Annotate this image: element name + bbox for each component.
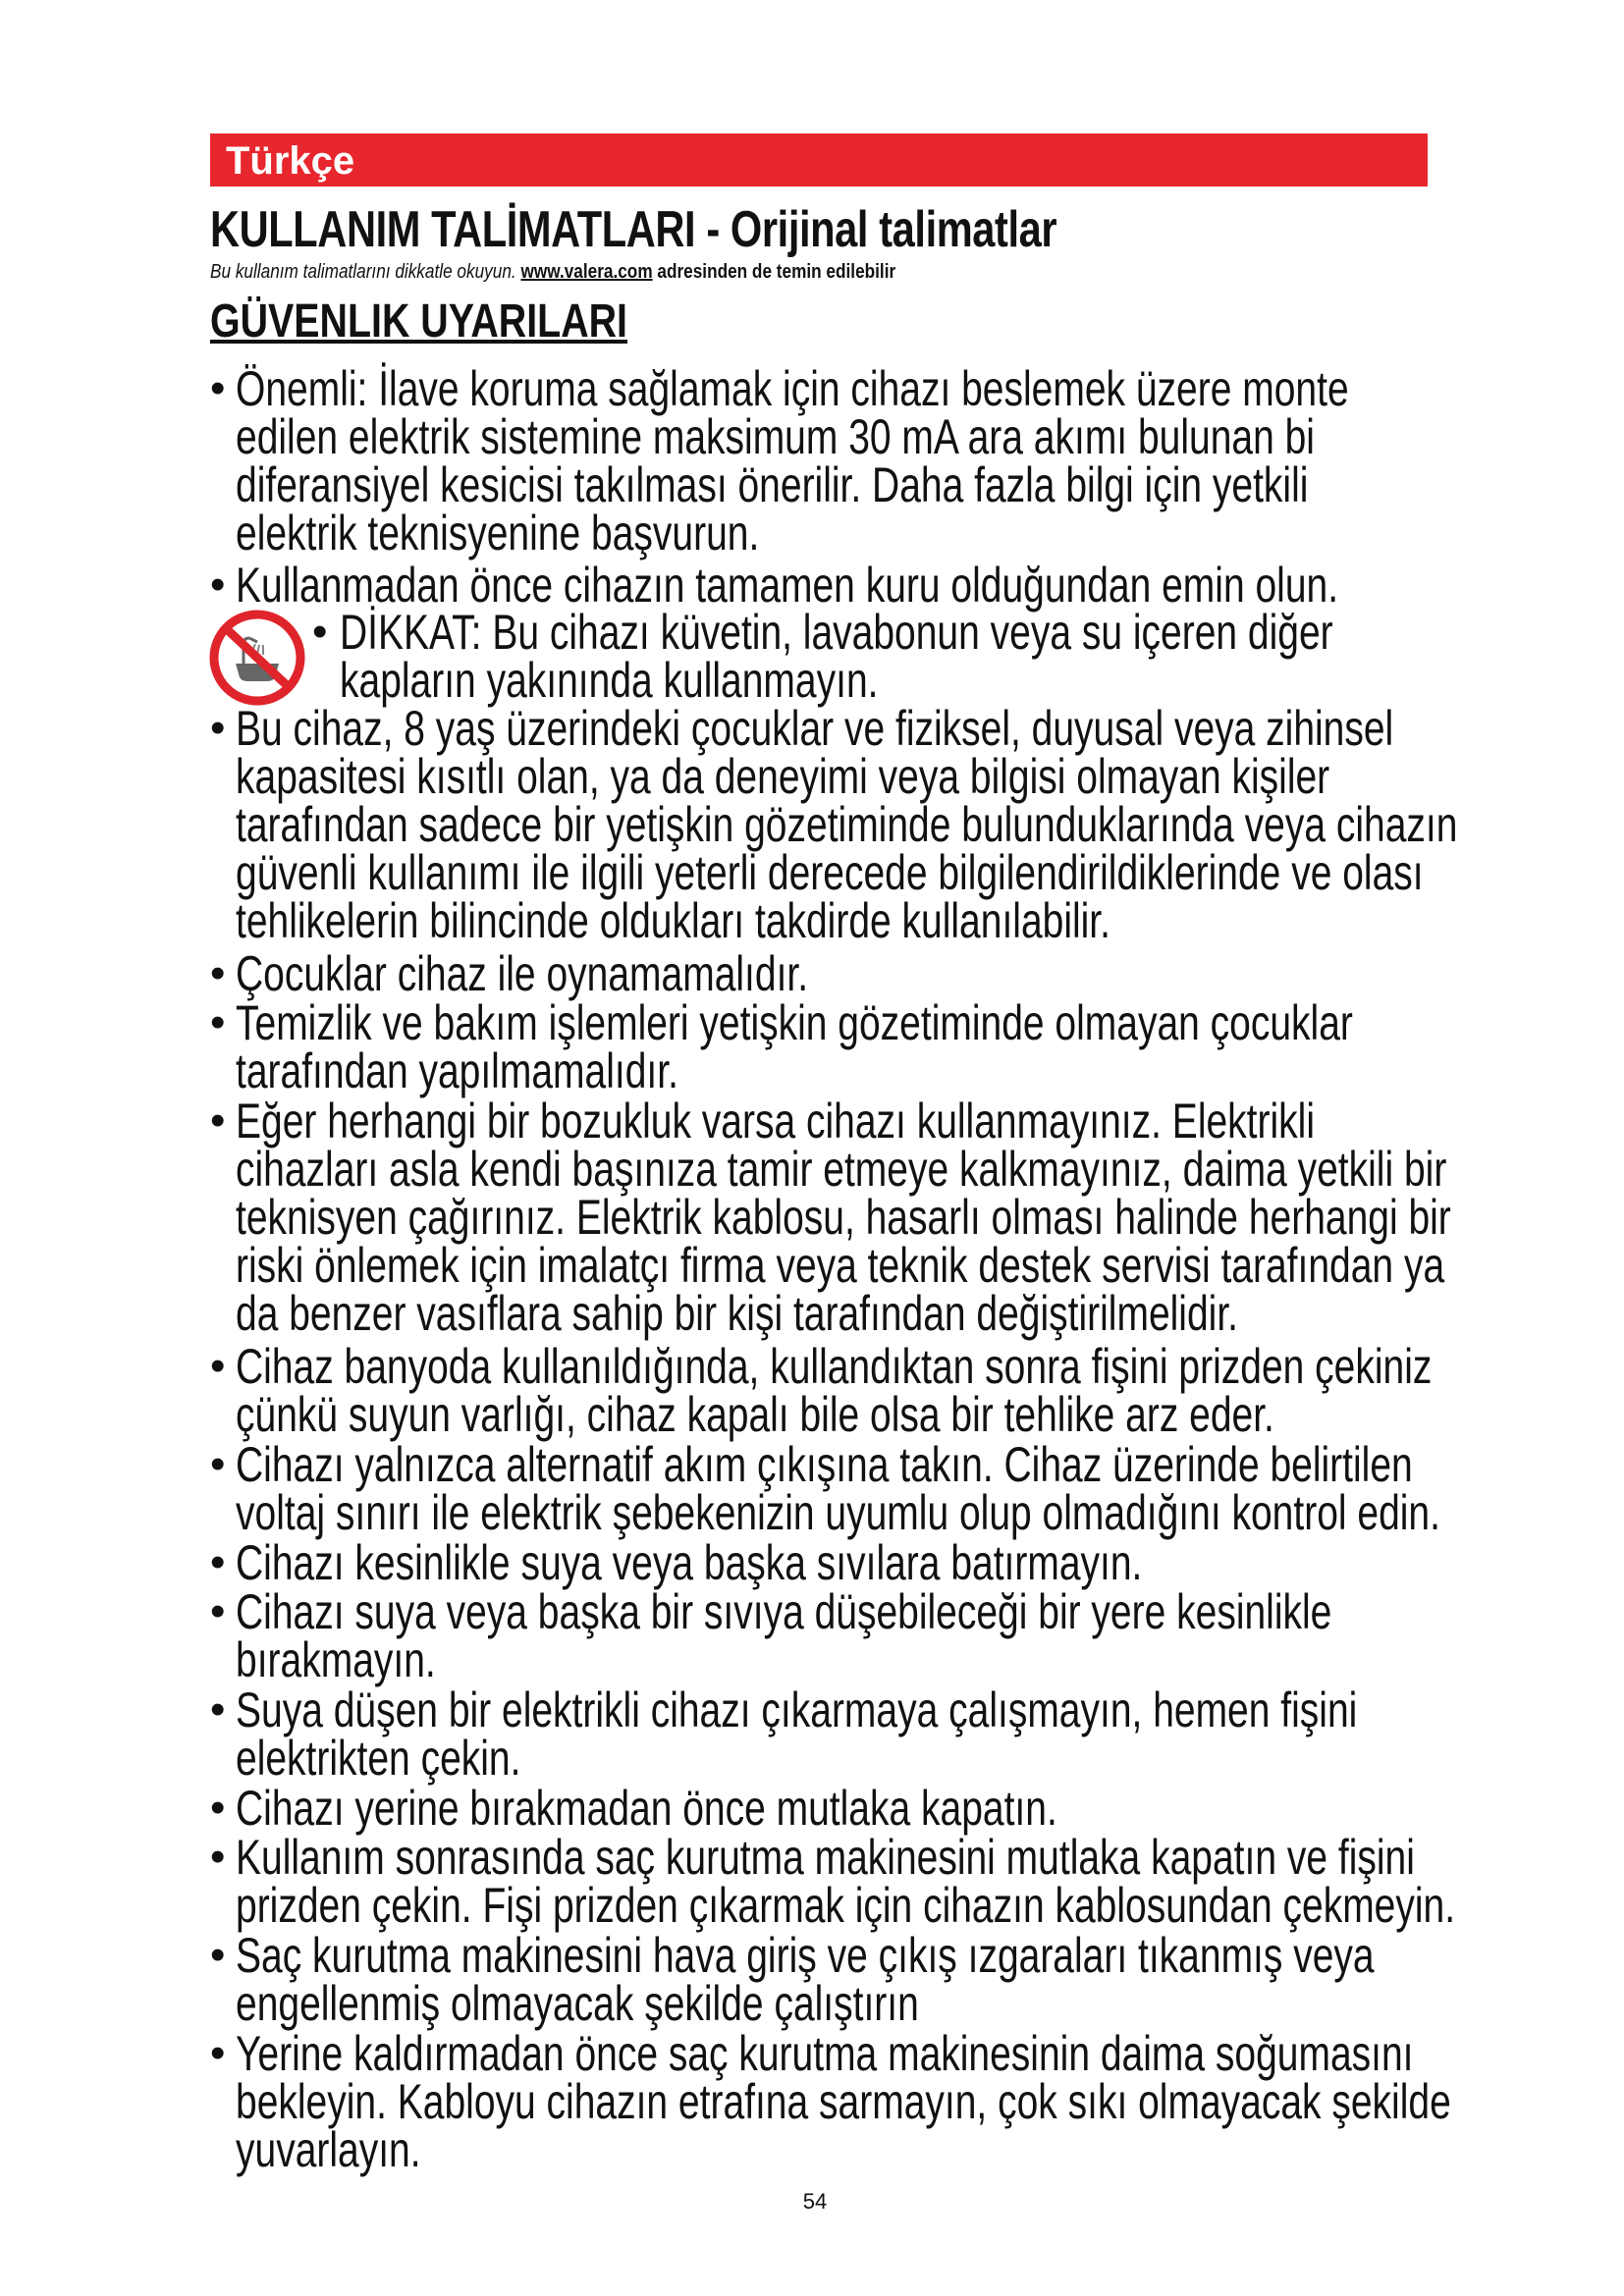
warning-text-line: edilen elektrik sistemine maksimum 30 mA ara akımı bulunan bi [236, 409, 1315, 464]
bullet-marker: • [210, 1833, 226, 1881]
bullet-marker: • [210, 1342, 226, 1390]
warning-text-line: Bu cihaz, 8 yaş üzerindeki çocuklar ve fiziksel, duyusal veya zihinsel [236, 701, 1394, 756]
bullet-marker: • [210, 1685, 226, 1734]
bullet-marker: • [210, 704, 226, 752]
subtitle-instruction: Bu kullanım talimatlarını dikkatle okuyun. [210, 261, 516, 283]
page-number: 54 [802, 2189, 828, 2214]
bullet-marker: • [210, 949, 226, 997]
bullet-marker: • [210, 1096, 226, 1145]
website-link[interactable]: www.valera.com [520, 261, 653, 283]
warning-text-line: Cihazı suya veya başka bir sıvıya düşebileceği bir yere kesinlikle [236, 1584, 1332, 1639]
warning-text-line: Temizlik ve bakım işlemleri yetişkin gözetiminde olmayan çocuklar [236, 995, 1353, 1050]
document-title: KULLANIM TALİMATLARI - Orijinal talimatlar [210, 201, 1057, 258]
bullet-marker: • [312, 608, 328, 656]
warning-text-line: Kullanım sonrasında saç kurutma makinesini mutlaka kapatın ve fişini [236, 1830, 1415, 1885]
warning-text-line: tehlikelerin bilincinde oldukları takdirde kullanılabilir. [236, 893, 1110, 948]
warning-text-line: cihazları asla kendi başınıza tamir etmeye kalkmayınız, daima yetkili bir [236, 1142, 1447, 1197]
warning-text-line: kapasitesi kısıtlı olan, ya da deneyimi veya bilgisi olmayan kişiler [236, 749, 1330, 804]
warning-text-line: DİKKAT: Bu cihazı küvetin, lavabonun veya su içeren diğer [340, 605, 1333, 660]
warning-text-line: Çocuklar cihaz ile oynamamalıdır. [236, 946, 809, 1001]
warning-text-line: Önemli: İlave koruma sağlamak için cihazı beslemek üzere monte [236, 361, 1349, 416]
bullet-marker: • [210, 1931, 226, 1979]
bullet-marker: • [210, 364, 226, 412]
warning-text-line: engellenmiş olmayacak şekilde çalıştırın [236, 1976, 919, 2031]
warning-text-line: Eğer herhangi bir bozukluk varsa cihazı kullanmayınız. Elektrikli [236, 1094, 1315, 1148]
bullet-marker: • [210, 998, 226, 1046]
warning-text-line: Cihaz banyoda kullanıldığında, kullandıktan sonra fişini prizden çekiniz [236, 1339, 1433, 1394]
warning-text-line: elektrikten çekin. [236, 1731, 521, 1786]
warning-text-line: Kullanmadan önce cihazın tamamen kuru olduğundan emin olun. [236, 558, 1339, 613]
warning-text-line: güvenli kullanımı ile ilgili yeterli derecede bilgilendirildiklerinde ve olası [236, 845, 1424, 900]
bullet-marker: • [210, 1440, 226, 1488]
warning-text-line: diferansiyel kesicisi takılması önerilir. Daha fazla bilgi için yetkili [236, 457, 1309, 512]
bullet-marker: • [210, 1784, 226, 1832]
warning-text-line: Cihazı yerine bırakmadan önce mutlaka kapatın. [236, 1781, 1057, 1836]
warning-text-line: prizden çekin. Fişi prizden çıkarmak için cihazın kablosundan çekmeyin. [236, 1878, 1456, 1933]
language-label: Türkçe [226, 139, 355, 183]
bullet-marker: • [210, 1587, 226, 1635]
warning-text-line: Cihazı yalnızca alternatif akım çıkışına takın. Cihaz üzerinde belirtilen [236, 1437, 1413, 1492]
warning-text-line: tarafından yapılmamalıdır. [236, 1043, 678, 1098]
bullet-marker: • [210, 2029, 226, 2077]
warning-text-line: riski önlemek için imalatçı firma veya teknik destek servisi tarafından ya [236, 1238, 1445, 1293]
warning-text-line: elektrik teknisyenine başvurun. [236, 506, 760, 561]
warning-text-line: Saç kurutma makinesini hava giriş ve çıkış ızgaraları tıkanmış veya [236, 1928, 1375, 1983]
section-title: GÜVENLIK UYARILARI [210, 295, 627, 347]
warning-text-line: voltaj sınırı ile elektrik şebekenizin uyumlu olup olmadığını kontrol edin. [236, 1485, 1440, 1540]
warning-text-line: bırakmayın. [236, 1632, 436, 1687]
warning-text-line: kapların yakınında kullanmayın. [340, 653, 879, 708]
warning-text-line: tarafından sadece bir yetişkin gözetiminde bulunduklarında veya cihazın [236, 797, 1458, 852]
warning-text-line: yuvarlayın. [236, 2122, 421, 2177]
warning-text-line: Cihazı kesinlikle suya veya başka sıvılara batırmayın. [236, 1535, 1143, 1590]
warning-text-line: Suya düşen bir elektrikli cihazı çıkarmaya çalışmayın, hemen fişini [236, 1682, 1358, 1737]
warning-text-line: çünkü suyun varlığı, cihaz kapalı bile olsa bir tehlike arz eder. [236, 1387, 1274, 1442]
bullet-marker: • [210, 561, 226, 609]
bullet-marker: • [210, 1538, 226, 1586]
warning-text-line: teknisyen çağırınız. Elektrik kablosu, hasarlı olması halinde herhangi bir [236, 1190, 1451, 1245]
warning-text-line: da benzer vasıflara sahip bir kişi tarafından değiştirilmelidir. [236, 1286, 1238, 1341]
subtitle-availability: adresinden de temin edilebilir [652, 261, 896, 283]
warning-text-line: bekleyin. Kabloyu cihazın etrafına sarmayın, çok sıkı olmayacak şekilde [236, 2074, 1451, 2129]
warning-text-line: Yerine kaldırmadan önce saç kurutma makinesinin daima soğumasını [236, 2026, 1414, 2081]
